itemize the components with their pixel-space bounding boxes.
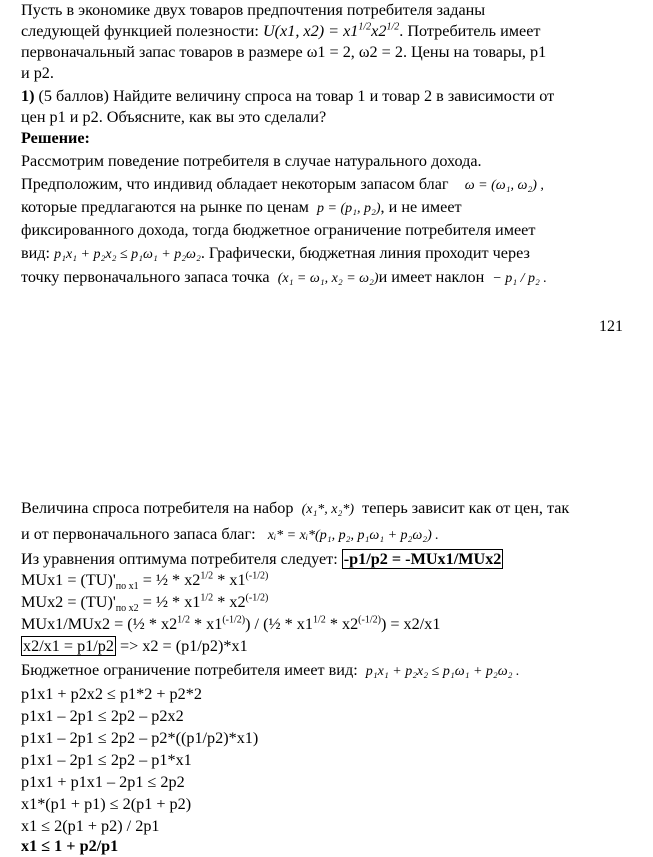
mu-x1-line: $MUx1 = (TU)'_{по x1}$ = ½ * $x2^{1/2} * x1^{(-1/2)}$ <box>21 570 269 593</box>
text-line: Рассмотрим поведение потребителя в случае натурального дохода. <box>21 152 482 170</box>
budget-formula: p₁x₁ + p₂x₂ ≤ p₁ω₁ + p₂ω₂ <box>54 247 201 262</box>
demand-formula: xᵢ* = xᵢ*(p₁, p₂, p₁ω₁ + p₂ω₂) . <box>267 528 439 543</box>
question-line <box>21 86 554 107</box>
mu-ratio-line: MUx1/MUx2 = (½ * $x2^{1/2} * x1^{(-1/2)}$) / (½ * $x1^{1/2} * x2^{(-1/2)}) = x2/x1$ <box>21 614 441 633</box>
text-fragment: которые предлагаются на рынке по ценам <box>21 198 309 216</box>
text-line: фиксированного дохода, тогда бюджетное ограничение потребителя имеет <box>21 221 536 239</box>
page-122 <box>0 420 653 856</box>
equality-line: x2/x1 = p1/p2 => x2 = (p1/p2)*x1 <box>23 637 248 655</box>
omega-formula: ω = (ω₁, ω₂) , <box>464 178 544 193</box>
text-fragment: (5 баллов) Найдите величину спроса на товар 1 и товар 2 в зависимости от <box>38 87 555 105</box>
text-line: и от первоначального запаса благ: xᵢ* = xᵢ*(p₁, p₂, p₁ω₁ + p₂ω₂) . <box>21 525 439 543</box>
budget-formula: p₁x₁ + p₂x₂ ≤ p₁ω₁ + p₂ω₂ . <box>365 664 520 679</box>
price-formula: p = (p₁, p₂) <box>317 201 381 216</box>
optimum-condition: -p1/p2 = -MUx1/MUx2 <box>343 550 502 568</box>
text-line <box>21 174 544 196</box>
text-line: Величина спроса потребителя на набор (x₁*, x₂*) теперь зависит как от цен, так <box>21 499 570 517</box>
text-line: первоначальный запас товаров в размере ω1 = 2, ω2 = 2. Цены на товары, p1 <box>21 43 547 61</box>
text-fragment: Предположим, что индивид обладает некоторым запасом благ <box>21 175 449 193</box>
text-fragment: . Потребитель имеет <box>399 22 541 40</box>
text-line <box>21 267 547 289</box>
step-line: x1*(p1 + p1) ≤ 2(p1 + p2) <box>21 795 192 813</box>
point-formula: (x₁ = ω₁, x₂ = ω₂) <box>277 271 379 286</box>
bundle-formula: (x₁*, x₂*) <box>301 502 355 517</box>
equality-box: x2/x1 = p1/p2 <box>23 637 114 655</box>
solution-heading: Решение: <box>21 129 90 147</box>
step-line: p1x1 – 2p1 ≤ 2p2 – p1*x1 <box>21 751 192 769</box>
text-fragment: следующей функцией полезности: <box>21 22 263 40</box>
page-121 <box>0 0 653 400</box>
final-step-line: x1 ≤ 1 + p2/p1 <box>21 837 119 855</box>
text-line <box>21 21 540 42</box>
text-fragment: вид: <box>21 244 51 262</box>
page-number: 121 <box>599 318 623 335</box>
text-line: и p2. <box>21 64 54 82</box>
text-line: цен p1 и p2. Объясните, как вы это сделали? <box>21 108 327 126</box>
step-line: x1 ≤ 2(p1 + p2) / 2p1 <box>21 817 160 835</box>
text-fragment: и имеет наклон <box>378 268 485 286</box>
text-line: Пусть в экономике двух товаров предпочтения потребителя заданы <box>21 1 486 19</box>
utility-formula: U(x1, $x2) = x1^{1/2}x2^{1/2}$ <box>262 21 400 40</box>
text-line <box>21 243 530 265</box>
text-line <box>21 197 462 219</box>
text-fragment: . Графически, бюджетная линия проходит через <box>200 244 530 262</box>
mu-x2-line: $MUx2 = (TU)'_{по x2}$ = ½ * $x1^{1/2} * x2^{(-1/2)}$ <box>21 592 269 615</box>
step-line: p1x1 – 2p1 ≤ 2p2 – p2x2 <box>21 707 184 725</box>
slope-formula: − p₁ / p₂ . <box>492 271 547 286</box>
step-line: p1x1 + p2x2 ≤ p1*2 + p2*2 <box>21 685 202 703</box>
step-line: p1x1 + p1x1 – 2p1 ≤ 2p2 <box>21 773 185 791</box>
text-fragment: точку первоначального запаса точка <box>21 268 270 286</box>
text-line: Бюджетное ограничение потребителя имеет вид: p₁x₁ + p₂x₂ ≤ p₁ω₁ + p₂ω₂ . <box>21 661 520 679</box>
page-separator <box>0 400 653 420</box>
text-fragment: , и не имеет <box>380 198 462 216</box>
text-line: Из уравнения оптимума потребителя следует: -p1/p2 = -MUx1/MUx2 <box>21 550 502 568</box>
question-number: 1) <box>21 87 35 105</box>
step-line: p1x1 – 2p1 ≤ 2p2 – p2*((p1/p2)*x1) <box>21 729 259 747</box>
